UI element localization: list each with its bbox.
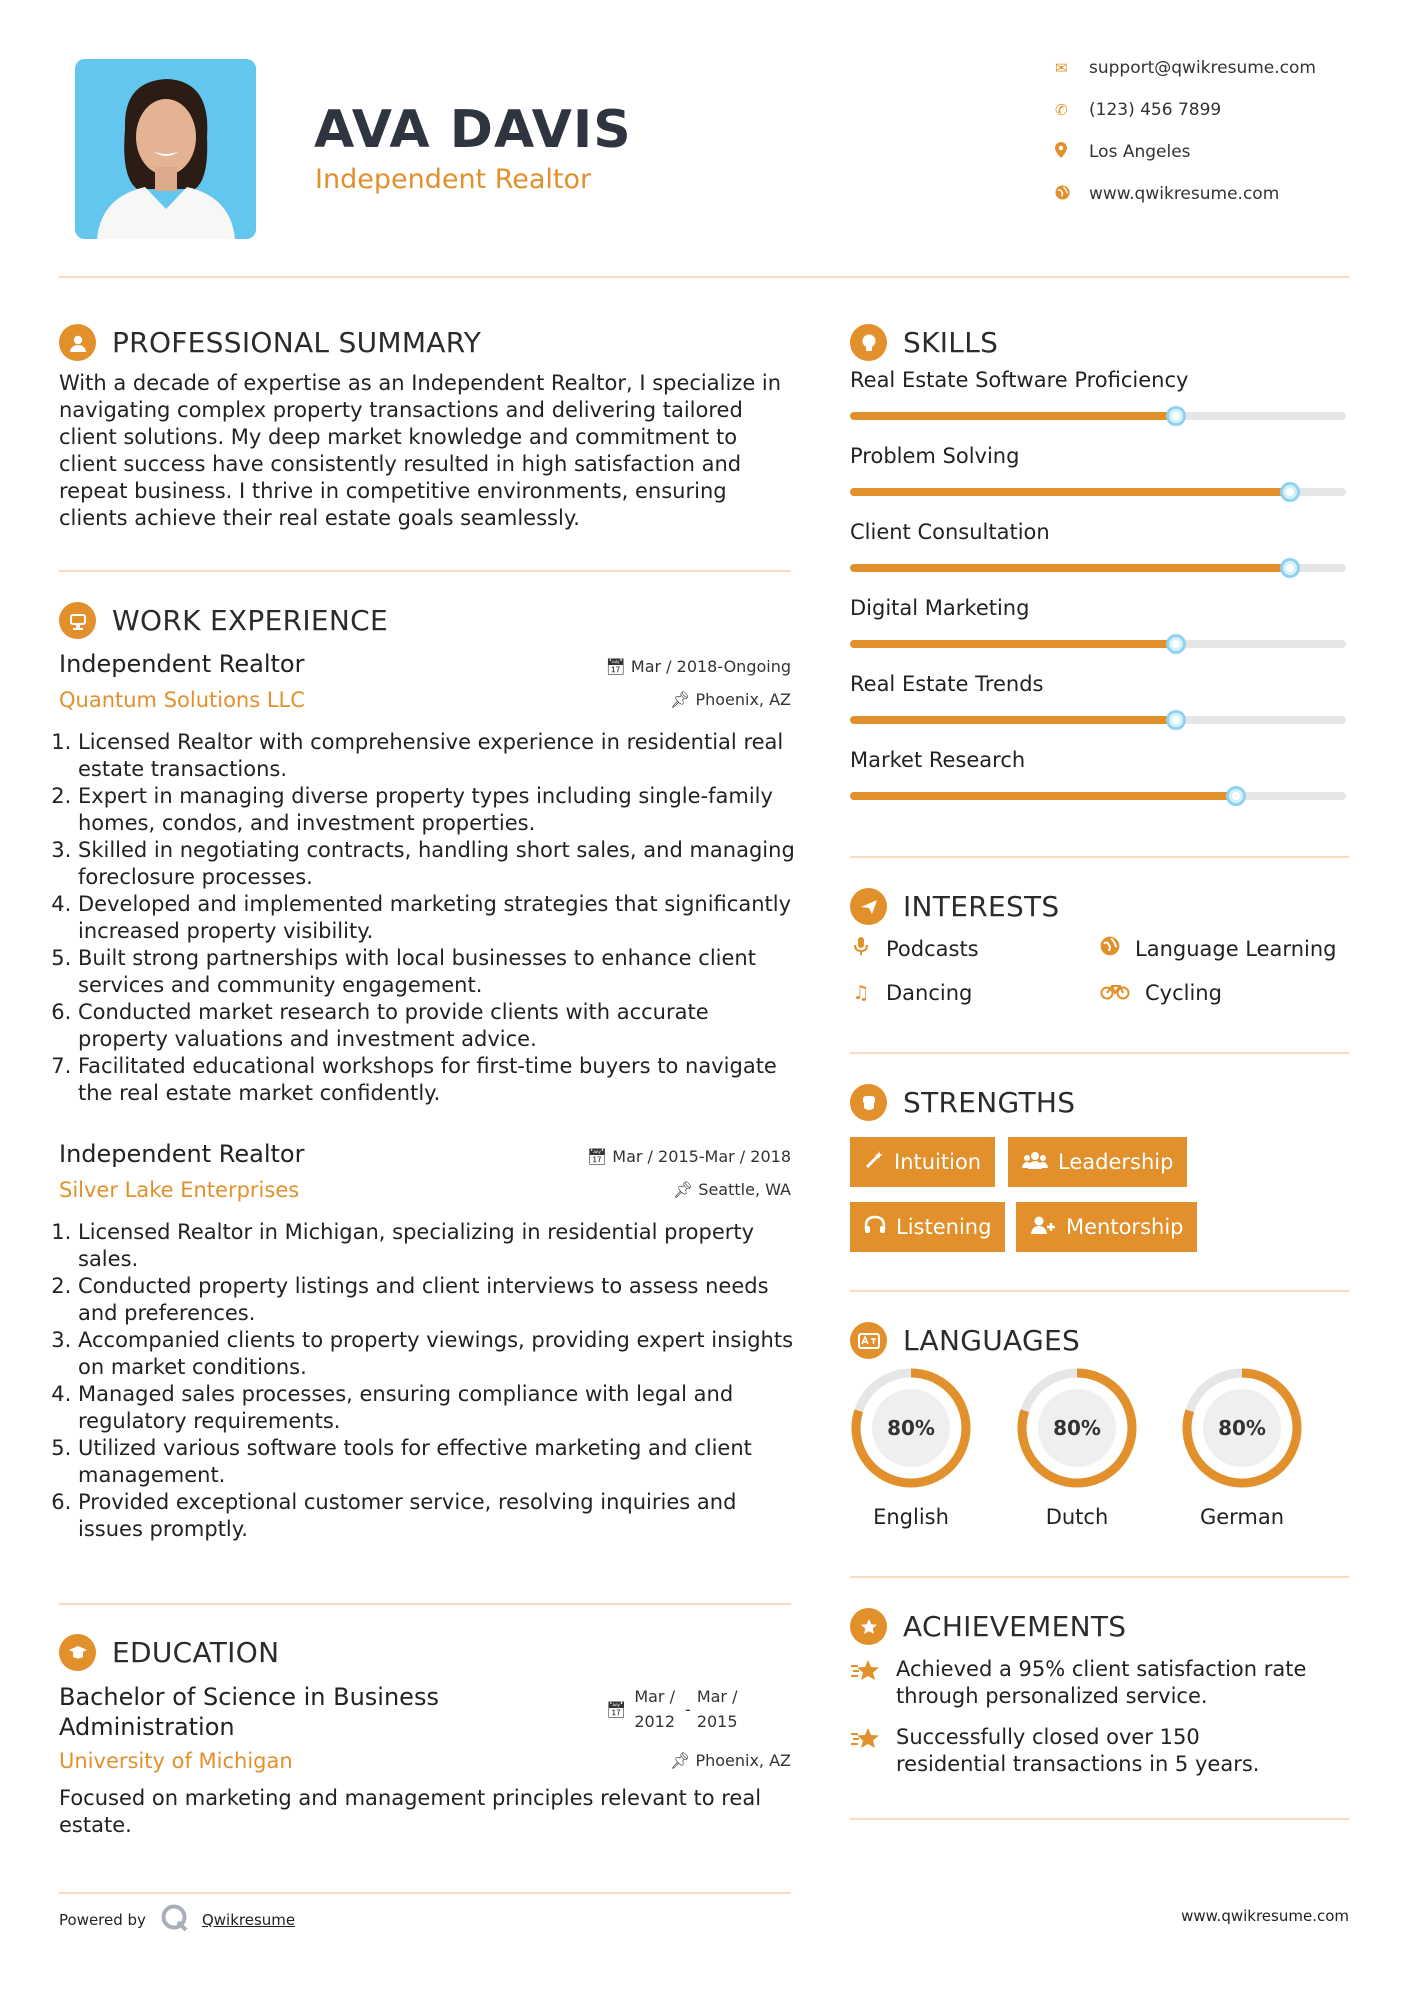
paper-plane-icon: [850, 888, 887, 925]
briefcase-icon: [59, 602, 96, 639]
skill-label: Market Research: [850, 748, 1026, 772]
interest-label: Cycling: [1145, 981, 1222, 1005]
interest-label: Dancing: [886, 981, 973, 1005]
interest-podcasts: [850, 936, 979, 961]
qwikresume-link[interactable]: Qwikresume: [201, 1911, 296, 1929]
language-percent: 80%: [1053, 1416, 1101, 1440]
location-text: Los Angeles: [1089, 142, 1191, 162]
languages-divider: [850, 1576, 1349, 1578]
job-dates-text: Mar / 2015-Mar / 2018: [612, 1147, 791, 1166]
language-rings: [845, 1365, 1305, 1505]
job-location-text: Phoenix, AZ: [695, 690, 791, 709]
star-badge-icon: [850, 1608, 887, 1645]
summary-heading-text: PROFESSIONAL SUMMARY: [112, 326, 482, 359]
bicycle-icon: [1099, 982, 1131, 1005]
job-responsibilities: [59, 729, 799, 1107]
strength-label: Leadership: [1058, 1150, 1174, 1174]
list-item: 7. Facilitated educational workshops for first-time buyers to navigate the real estate market confidently.: [78, 1053, 799, 1107]
skill-bar-fill: [850, 792, 1237, 800]
job-location: [560, 690, 791, 709]
achievement-item: [850, 1656, 1316, 1710]
interest-cycling: [1099, 981, 1222, 1005]
summary-text: With a decade of expertise as an Independent Realtor, I specialize in navigating complex property transactions and delivering tailored client solutions. My deep market knowledge and commitment to client success have consistently resulted in high satisfaction and repeat business. I thrive in competitive environments, ensuring clients achieve their real estate goals seamlessly.: [59, 371, 782, 530]
headphones-icon: [864, 1215, 886, 1240]
education-heading: [59, 1634, 279, 1671]
education-end-month: Mar /: [696, 1687, 738, 1706]
interests-heading: [850, 888, 1060, 925]
education-dates: [606, 1684, 791, 1734]
skills-divider: [850, 856, 1349, 858]
job-title: Independent Realtor: [59, 1140, 305, 1168]
strength-tag-leadership: [1008, 1137, 1187, 1187]
qwikresume-logo-icon: [160, 1903, 190, 1937]
list-item: 4. Managed sales processes, ensuring compliance with legal and regulatory requirements.: [78, 1381, 799, 1435]
skill-bar-track: [850, 716, 1346, 724]
skill-item: [850, 748, 1346, 824]
lightbulb-icon: [850, 324, 887, 361]
skill-item: [850, 368, 1346, 444]
strength-tag-mentorship: [1016, 1202, 1197, 1252]
strength-label: Intuition: [894, 1150, 982, 1174]
skill-bar-fill: [850, 716, 1177, 724]
calendar-icon: 📅︎: [605, 657, 626, 676]
skill-bar-track: [850, 488, 1346, 496]
job-location-text: Seattle, WA: [698, 1180, 791, 1199]
language-ring: [1022, 1373, 1132, 1483]
achievements-heading-text: ACHIEVEMENTS: [903, 1610, 1127, 1643]
language-label: English: [873, 1505, 949, 1529]
calendar-icon: 📅︎: [606, 1699, 627, 1719]
skill-bar-fill: [850, 412, 1177, 420]
globe-icon: [1055, 185, 1089, 204]
skill-slider-knob: [1166, 710, 1186, 730]
achievement-text: Achieved a 95% client satisfaction rate through personalized service.: [896, 1657, 1307, 1708]
list-item: 5. Utilized various software tools for effective marketing and client management.: [78, 1435, 799, 1489]
job-dates: [540, 1147, 791, 1166]
education-location: [560, 1751, 791, 1770]
skill-slider-knob: [1166, 406, 1186, 426]
skill-slider-knob: [1280, 558, 1300, 578]
contact-email[interactable]: [1055, 58, 1385, 78]
skill-item: [850, 672, 1346, 748]
pin-icon: 📌︎: [670, 1751, 691, 1770]
star-icon: [850, 1724, 896, 1778]
list-item: 2. Expert in managing diverse property types including single-family homes, condos, and investment properties.: [78, 783, 799, 837]
contact-phone: [1055, 100, 1385, 120]
summary-heading: [59, 324, 481, 361]
calendar-icon: 📅︎: [586, 1147, 608, 1166]
education-heading-text: EDUCATION: [112, 1636, 280, 1669]
achievements-heading: [850, 1608, 1126, 1645]
summary-divider: [59, 570, 791, 572]
education-start-month: Mar /: [634, 1687, 675, 1706]
skill-bar-track: [850, 564, 1346, 572]
contact-website[interactable]: [1055, 184, 1385, 204]
microphone-icon: [850, 936, 872, 961]
skill-slider-knob: [1280, 482, 1300, 502]
fist-icon: [850, 1084, 887, 1121]
experience-heading-text: WORK EXPERIENCE: [112, 604, 388, 637]
education-location-text: Phoenix, AZ: [695, 1751, 791, 1770]
interests-heading-text: INTERESTS: [903, 890, 1060, 923]
education-start-year: 2012: [634, 1712, 676, 1731]
list-item: 3. Accompanied clients to property viewings, providing expert insights on market conditions.: [78, 1327, 799, 1381]
skill-label: Real Estate Trends: [850, 672, 1044, 696]
magic-wand-icon: [864, 1150, 884, 1175]
skill-label: Digital Marketing: [850, 596, 1030, 620]
job-dates-text: Mar / 2018-Ongoing: [630, 657, 791, 676]
skill-slider-knob: [1166, 634, 1186, 654]
job-company: Quantum Solutions LLC: [59, 688, 305, 712]
user-icon: [59, 324, 96, 361]
profile-photo: [75, 59, 256, 239]
job-location: [560, 1180, 791, 1199]
language-label: Dutch: [1045, 1505, 1109, 1529]
user-plus-icon: [1030, 1215, 1056, 1240]
education-description: Focused on marketing and management principles relevant to real estate.: [59, 1786, 762, 1837]
contact-location: [1055, 142, 1385, 162]
skill-bar-fill: [850, 564, 1291, 572]
education-end-year: 2015: [696, 1712, 738, 1731]
strength-tag-intuition: [850, 1137, 995, 1187]
strengths-heading-text: STRENGTHS: [903, 1086, 1076, 1119]
globe-icon: [1099, 936, 1121, 961]
achievement-item: [850, 1724, 1316, 1778]
skill-item: [850, 596, 1346, 672]
footer-website[interactable]: www.qwikresume.com: [1181, 1907, 1349, 1925]
job-title: Independent Realtor: [59, 650, 305, 678]
interest-label: Language Learning: [1135, 936, 1337, 961]
skill-bar-fill: [850, 640, 1177, 648]
music-icon: ♫: [852, 982, 870, 1004]
job-company: Silver Lake Enterprises: [59, 1178, 300, 1202]
candidate-title: Independent Realtor: [315, 164, 592, 195]
job-dates: [560, 657, 791, 676]
list-item: 5. Built strong partnerships with local businesses to enhance client services and community engagement.: [78, 945, 799, 999]
skill-bar-track: [850, 412, 1346, 420]
pin-icon: 📌︎: [670, 690, 691, 709]
education-school: University of Michigan: [59, 1749, 293, 1773]
languages-heading: [850, 1322, 1080, 1359]
achievement-text: Successfully closed over 150 residential transactions in 5 years.: [896, 1725, 1260, 1776]
experience-heading: [59, 602, 388, 639]
language-ring: [1187, 1373, 1297, 1483]
skill-bar-track: [850, 640, 1346, 648]
language-label: German: [1199, 1505, 1285, 1529]
skill-label: Real Estate Software Proficiency: [850, 368, 1189, 392]
header-divider: [59, 276, 1349, 278]
list-item: 4. Developed and implemented marketing strategies that significantly increased property visibility.: [78, 891, 799, 945]
powered-by-text: Powered by: [59, 1911, 146, 1929]
phone-text: (123) 456 7899: [1089, 100, 1222, 120]
interest-language-learning: [1099, 936, 1336, 961]
pin-icon: 📌︎: [672, 1180, 694, 1199]
graduate-icon: [59, 1634, 96, 1671]
list-item: 2. Conducted property listings and client interviews to assess needs and preferences.: [78, 1273, 799, 1327]
language-ring: [856, 1373, 966, 1483]
list-item: 6. Provided exceptional customer service, resolving inquiries and issues promptly.: [78, 1489, 799, 1543]
skill-bar-fill: [850, 488, 1291, 496]
achievements-divider: [850, 1818, 1349, 1820]
list-item: 3. Skilled in negotiating contracts, handling short sales, and managing foreclosure processes.: [78, 837, 799, 891]
footer-divider: [59, 1892, 791, 1894]
skill-item: [850, 444, 1346, 520]
skill-label: Problem Solving: [850, 444, 1020, 468]
education-degree: Bachelor of Science in Business Administration: [59, 1683, 439, 1741]
list-item: 6. Conducted market research to provide clients with accurate property valuations and investment advice.: [78, 999, 799, 1053]
languages-heading-text: LANGUAGES: [903, 1324, 1081, 1357]
website-text: www.qwikresume.com: [1089, 184, 1280, 204]
skill-label: Client Consultation: [850, 520, 1050, 544]
list-item: 1. Licensed Realtor with comprehensive experience in residential real estate transactions.: [78, 729, 799, 783]
language-percent: 80%: [887, 1416, 935, 1440]
skills-heading: [850, 324, 998, 361]
language-icon: [850, 1322, 887, 1359]
envelope-icon: ✉: [1055, 59, 1068, 77]
education-date-dash: -: [685, 1699, 691, 1719]
star-icon: [850, 1656, 896, 1710]
email-text: support@qwikresume.com: [1089, 58, 1316, 78]
powered-by: [59, 1903, 295, 1937]
strength-label: Mentorship: [1066, 1215, 1184, 1239]
skills-list: [850, 368, 1346, 824]
skill-bar-track: [850, 792, 1346, 800]
job-responsibilities: [59, 1219, 799, 1543]
interest-dancing: [850, 981, 972, 1005]
strengths-divider: [850, 1290, 1349, 1292]
skills-heading-text: SKILLS: [903, 326, 999, 359]
interests-divider: [850, 1052, 1349, 1054]
strength-tag-listening: [850, 1202, 1005, 1252]
strength-label: Listening: [896, 1215, 992, 1239]
candidate-name: AVA DAVIS: [314, 100, 632, 160]
strengths-heading: [850, 1084, 1075, 1121]
interest-label: Podcasts: [886, 936, 979, 961]
experience-divider: [59, 1603, 791, 1605]
language-percent: 80%: [1218, 1416, 1266, 1440]
phone-icon: ✆: [1055, 101, 1068, 119]
users-icon: [1022, 1150, 1048, 1175]
map-pin-icon: [1055, 142, 1089, 162]
skill-slider-knob: [1226, 786, 1246, 806]
skill-item: [850, 520, 1346, 596]
list-item: 1. Licensed Realtor in Michigan, specializing in residential property sales.: [78, 1219, 799, 1273]
